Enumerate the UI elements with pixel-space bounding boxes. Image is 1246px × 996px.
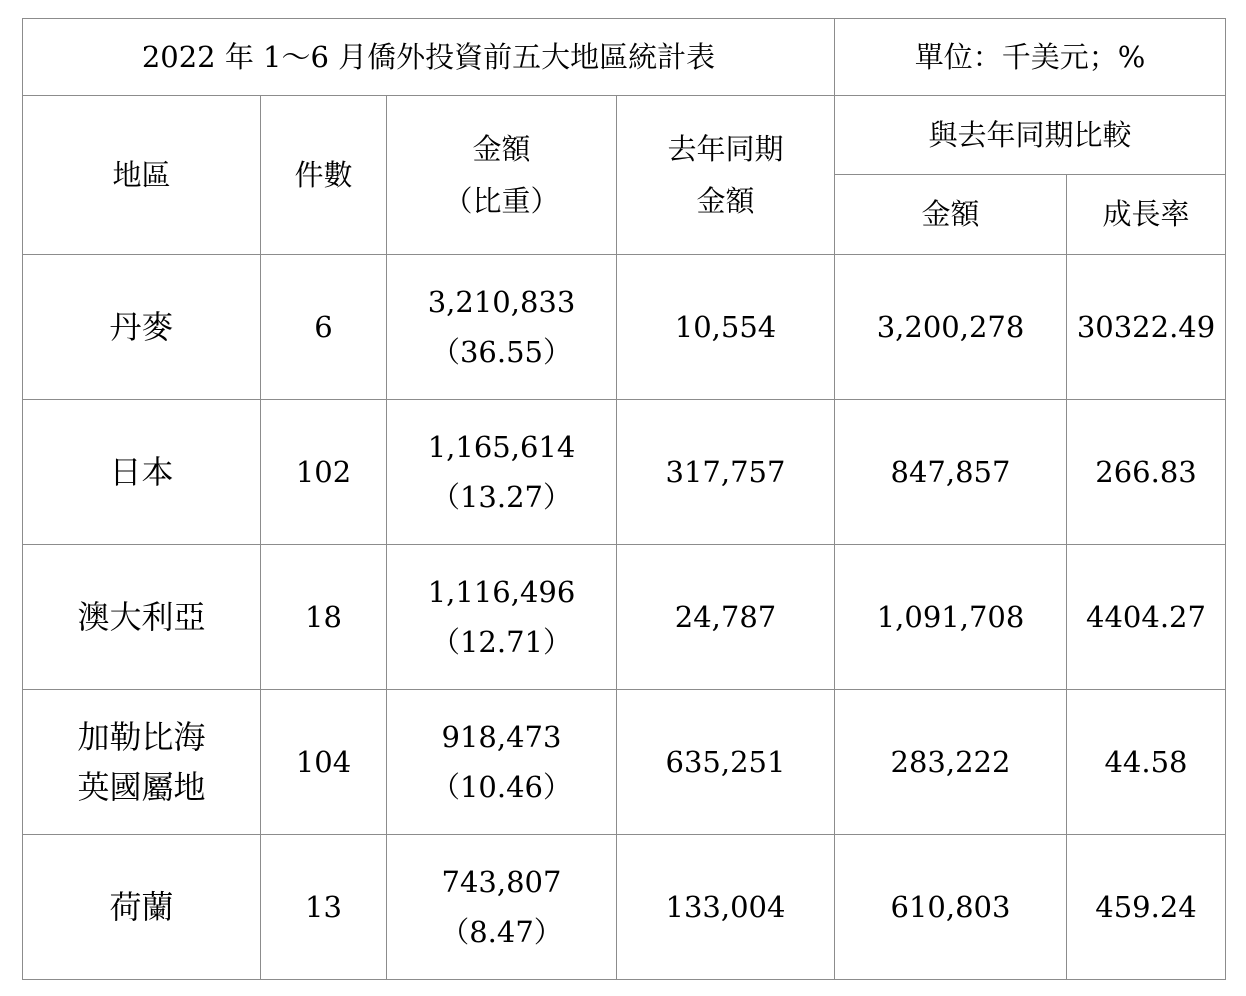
last-year-cell: 133,004 — [617, 835, 835, 980]
last-year-cell: 10,554 — [617, 255, 835, 400]
share-value: （13.27） — [430, 480, 573, 514]
table-body — [23, 255, 1226, 980]
last-year-cell: 635,251 — [617, 690, 835, 835]
table-row — [23, 255, 1226, 400]
diff-amount-cell: 283,222 — [835, 690, 1067, 835]
table-row — [23, 690, 1226, 835]
share-value: （12.71） — [430, 625, 573, 659]
amount-value: 743,807 — [441, 865, 562, 899]
header-region: 地區 — [23, 96, 261, 255]
header-last-year — [617, 96, 835, 255]
table-row — [23, 545, 1226, 690]
amount-cell — [387, 545, 617, 690]
count-cell: 13 — [261, 835, 387, 980]
amount-cell — [387, 255, 617, 400]
diff-amount-cell: 1,091,708 — [835, 545, 1067, 690]
growth-cell: 459.24 — [1067, 835, 1226, 980]
title-row — [23, 19, 1226, 96]
header-last-year-line1: 去年同期 — [667, 132, 784, 166]
count-cell: 102 — [261, 400, 387, 545]
count-cell: 6 — [261, 255, 387, 400]
amount-cell — [387, 400, 617, 545]
region-name: 英國屬地 — [77, 768, 206, 806]
amount-cell — [387, 690, 617, 835]
table-row — [23, 400, 1226, 545]
header-compare-amount: 金額 — [835, 175, 1067, 255]
investment-stats-table — [22, 18, 1226, 980]
amount-value: 3,210,833 — [427, 285, 576, 319]
header-compare: 與去年同期比較 — [835, 96, 1226, 175]
count-cell: 104 — [261, 690, 387, 835]
growth-cell: 266.83 — [1067, 400, 1226, 545]
region-cell — [23, 690, 261, 835]
header-count: 件數 — [261, 96, 387, 255]
share-value: （36.55） — [430, 335, 573, 369]
region-name: 加勒比海 — [77, 718, 206, 756]
growth-cell: 4404.27 — [1067, 545, 1226, 690]
growth-cell: 44.58 — [1067, 690, 1226, 835]
header-amount-line1: 金額 — [472, 132, 531, 166]
share-value: （8.47） — [440, 915, 563, 949]
table-title: 2022 年 1～6 月僑外投資前五大地區統計表 — [23, 19, 835, 96]
header-amount — [387, 96, 617, 255]
region-cell — [23, 545, 261, 690]
last-year-cell: 24,787 — [617, 545, 835, 690]
unit-label: 單位：千美元；% — [835, 19, 1226, 96]
diff-amount-cell: 3,200,278 — [835, 255, 1067, 400]
amount-cell — [387, 835, 617, 980]
share-value: （10.46） — [430, 770, 573, 804]
header-last-year-line2: 金額 — [696, 184, 755, 218]
header-compare-growth: 成長率 — [1067, 175, 1226, 255]
region-cell — [23, 400, 261, 545]
growth-cell: 30322.49 — [1067, 255, 1226, 400]
header-amount-line2: （比重） — [443, 184, 560, 218]
diff-amount-cell: 847,857 — [835, 400, 1067, 545]
last-year-cell: 317,757 — [617, 400, 835, 545]
region-name: 日本 — [109, 453, 174, 491]
region-cell — [23, 835, 261, 980]
header-row-1 — [23, 96, 1226, 175]
count-cell: 18 — [261, 545, 387, 690]
amount-value: 1,165,614 — [427, 430, 576, 464]
amount-value: 1,116,496 — [427, 575, 576, 609]
amount-value: 918,473 — [441, 720, 562, 754]
region-name: 荷蘭 — [109, 888, 174, 926]
diff-amount-cell: 610,803 — [835, 835, 1067, 980]
region-name: 丹麥 — [109, 308, 174, 346]
region-cell — [23, 255, 261, 400]
region-name: 澳大利亞 — [77, 598, 206, 636]
table-row — [23, 835, 1226, 980]
